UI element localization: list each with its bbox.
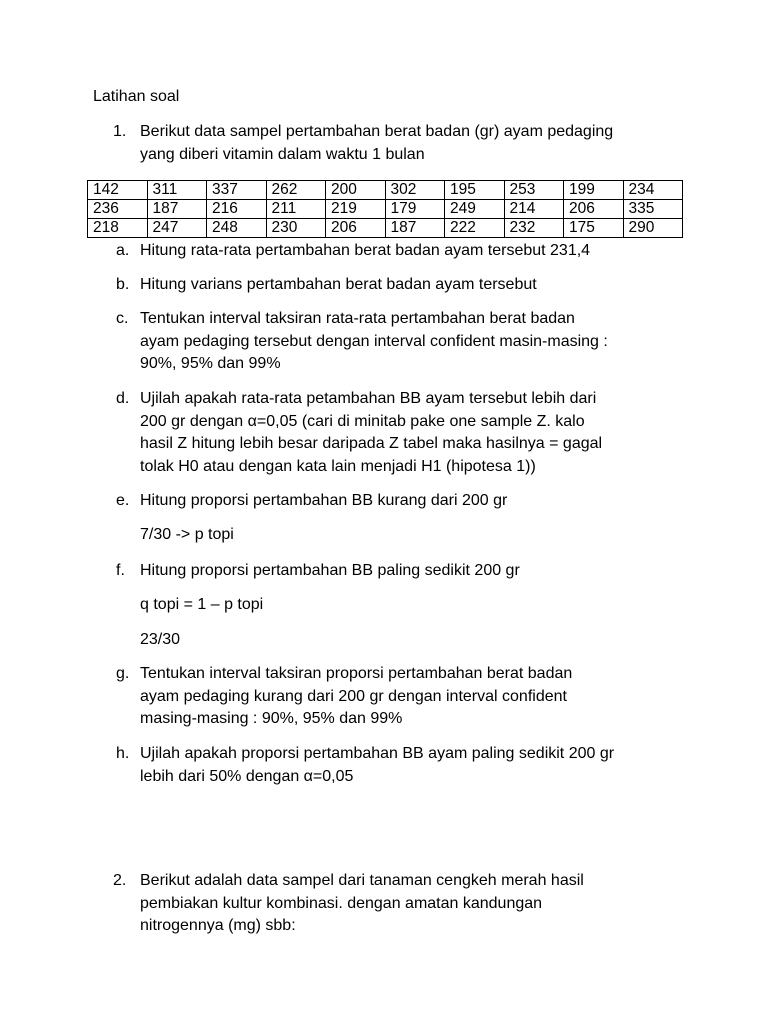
item-text-line: tolak H0 atau dengan kata lain menjadi H1 (hipotesa 1)) — [140, 457, 536, 475]
page-title: Latihan soal — [93, 88, 180, 105]
question-text-line: nitrogennya (mg) sbb: — [140, 917, 296, 934]
question-text-line: Berikut adalah data sampel dari tanaman cengkeh merah hasil — [140, 872, 584, 889]
table-cell: 219 — [326, 200, 386, 219]
table-cell: 311 — [147, 181, 207, 200]
table-cell: 262 — [266, 181, 326, 200]
item-letter: f. — [116, 562, 125, 579]
item-text-line: ayam pedaging kurang dari 200 gr dengan interval confident — [140, 687, 567, 705]
item-text-line: 200 gr dengan α=0,05 (cari di minitab pake one sample Z. kalo — [140, 412, 585, 430]
table-cell: 187 — [147, 200, 207, 219]
item-text-line: lebih dari 50% dengan α=0,05 — [140, 767, 354, 785]
question-text-line: pembiakan kultur kombinasi. dengan amatan kandungan — [140, 894, 543, 912]
item-f — [116, 560, 691, 583]
table-cell: 206 — [326, 219, 386, 238]
item-letter: h. — [116, 745, 130, 762]
item-g — [116, 663, 691, 731]
item-text-line: hasil Z hitung lebih besar daripada Z tabel maka hasilnya = gagal — [140, 435, 603, 452]
table-cell: 290 — [623, 219, 683, 238]
question-text-line: Berikut data sampel pertambahan berat badan (gr) ayam pedaging — [140, 123, 614, 140]
table-cell: 222 — [445, 219, 505, 238]
item-d — [116, 388, 691, 478]
item-text-line: ayam pedaging tersebut dengan interval confident masin-masing : — [140, 332, 608, 350]
table-cell: 248 — [207, 219, 267, 238]
item-text-line: masing-masing : 90%, 95% dan 99% — [140, 710, 403, 727]
table-cell: 206 — [564, 200, 624, 219]
item-letter: c. — [116, 310, 129, 327]
question-1 — [113, 121, 683, 166]
item-letter: b. — [116, 276, 130, 293]
table-row — [88, 200, 683, 219]
table-cell: 302 — [385, 181, 445, 200]
table-cell: 216 — [207, 200, 267, 219]
item-text-line: Hitung proporsi pertambahan BB paling sedikit 200 gr — [140, 562, 520, 579]
question-text-line: yang diberi vitamin dalam waktu 1 bulan — [140, 145, 425, 163]
table-cell: 218 — [88, 219, 148, 238]
table-cell: 253 — [504, 181, 564, 200]
table-cell: 232 — [504, 219, 564, 238]
table-row — [88, 181, 683, 200]
question-number: 1. — [113, 123, 127, 140]
item-c — [116, 308, 691, 376]
table-cell: 200 — [326, 181, 386, 200]
table-cell: 179 — [385, 200, 445, 219]
table-cell: 175 — [564, 219, 624, 238]
table-cell: 335 — [623, 200, 683, 219]
item-letter: d. — [116, 390, 130, 407]
table-cell: 187 — [385, 219, 445, 238]
item-text-line: 90%, 95% dan 99% — [140, 355, 281, 372]
item-h — [116, 743, 691, 788]
item-letter: a. — [116, 242, 130, 259]
table-cell: 211 — [266, 200, 326, 219]
item-text-line: Ujilah apakah rata-rata petambahan BB ayam tersebut lebih dari — [140, 390, 597, 407]
data-table — [87, 180, 683, 238]
item-b — [116, 274, 691, 297]
table-cell: 249 — [445, 200, 505, 219]
question-number: 2. — [113, 872, 127, 889]
item-text-line: Hitung proporsi pertambahan BB kurang dari 200 gr — [140, 492, 508, 509]
table-cell: 199 — [564, 181, 624, 200]
item-letter: g. — [116, 665, 130, 682]
table-cell: 214 — [504, 200, 564, 219]
table-row — [88, 219, 683, 238]
item-e — [116, 490, 691, 513]
question-2 — [113, 870, 683, 938]
item-text-line: Tentukan interval taksiran rata-rata pertambahan berat badan — [140, 310, 575, 327]
table-cell: 337 — [207, 181, 267, 200]
table-cell: 142 — [88, 181, 148, 200]
note-f-value: 23/30 — [140, 631, 181, 648]
item-text-line: Tentukan interval taksiran proporsi pertambahan berat badan — [140, 665, 573, 682]
item-text-line: Hitung rata-rata pertambahan berat badan ayam tersebut 231,4 — [140, 242, 591, 259]
item-text-line: Hitung varians pertambahan berat badan ayam tersebut — [140, 276, 537, 293]
table-cell: 230 — [266, 219, 326, 238]
table-cell: 236 — [88, 200, 148, 219]
item-text-line: Ujilah apakah proporsi pertambahan BB ayam paling sedikit 200 gr — [140, 745, 615, 762]
note-f-formula: q topi = 1 – p topi — [140, 596, 264, 613]
item-letter: e. — [116, 492, 130, 509]
table-cell: 195 — [445, 181, 505, 200]
table-cell: 234 — [623, 181, 683, 200]
note-e: 7/30 -> p topi — [140, 526, 234, 543]
item-a — [116, 240, 691, 263]
table-cell: 247 — [147, 219, 207, 238]
